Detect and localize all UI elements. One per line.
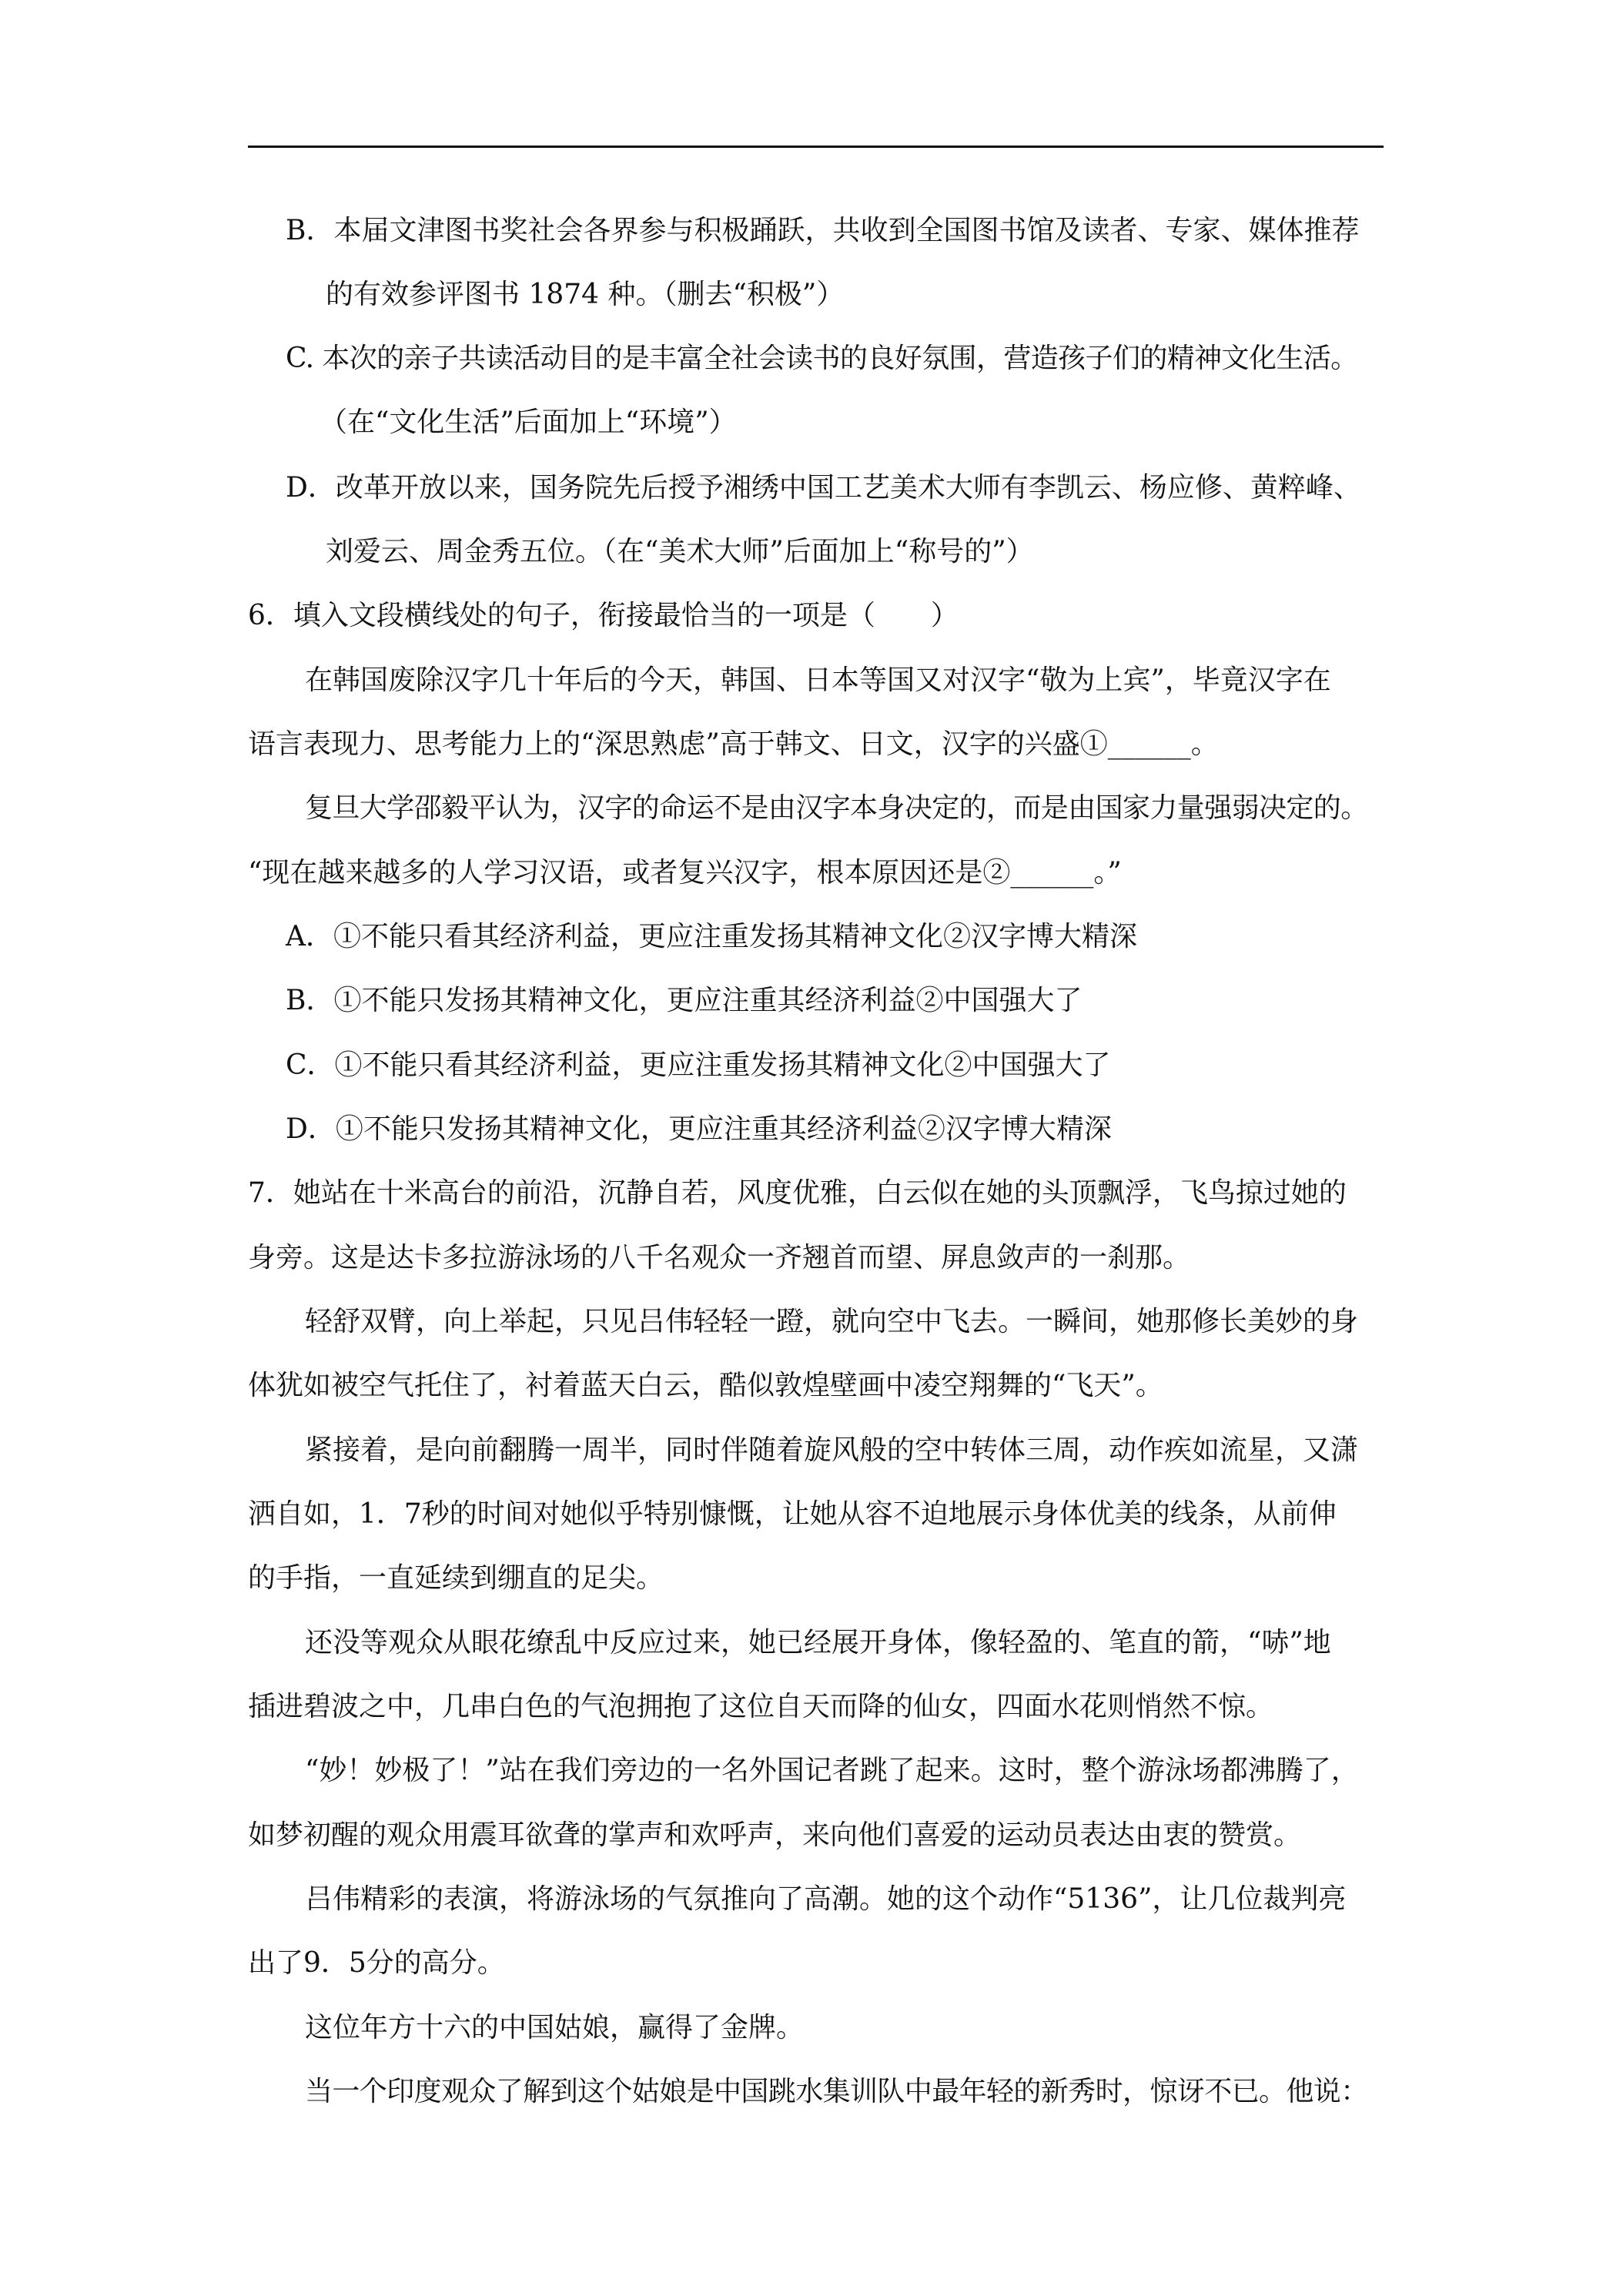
q7-p7-line1: 这位年方十六的中国姑娘，赢得了金牌。 [305, 2012, 805, 2043]
q6-passage-p2-line2: “现在越来越多的人学习汉语，或者复兴汉字，根本原因还是②______。” [248, 857, 1122, 889]
q6-option-a: A．①不能只看其经济利益，更应注重发扬其精神文化②汉字博大精深 [286, 921, 1137, 952]
q6-option-c: C．①不能只看其经济利益，更应注重发扬其精神文化②中国强大了 [286, 1049, 1111, 1081]
q5-option-d-line2: 刘爱云、周金秀五位。（在“美术大师”后面加上“称号的”） [326, 536, 1034, 567]
q7-p3-line2: 洒自如，1．7秒的时间对她似乎特别慷慨，让她从容不迫地展示身体优美的线条，从前伸 [248, 1498, 1337, 1530]
q7-p4-line2: 插进碧波之中，几串白色的气泡拥抱了这位自天而降的仙女，四面水花则悄然不惊。 [248, 1691, 1274, 1722]
q5-option-d-line1: D．改革开放以来，国务院先后授予湘绣中国工艺美术大师有李凯云、杨应修、黄粹峰、 [286, 472, 1361, 504]
q5-option-b-line1: B．本届文津图书奖社会各界参与积极踊跃，共收到全国图书馆及读者、专家、媒体推荐 [286, 215, 1360, 246]
q6-option-d: D．①不能只发扬其精神文化，更应注重其经济利益②汉字博大精深 [286, 1113, 1112, 1145]
header-rule [248, 146, 1384, 148]
q5-option-c-line1: C. 本次的亲子共读活动目的是丰富全社会读书的良好氛围，营造孩子们的精神文化生活。 [286, 343, 1358, 374]
q7-p1-line2: 身旁。这是达卡多拉游泳场的八千名观众一齐翘首而望、屏息敛声的一刹那。 [248, 1242, 1191, 1274]
q6-passage-p2-line1: 复旦大学邵毅平认为，汉字的命运不是由汉字本身决定的，而是由国家力量强弱决定的。 [305, 792, 1368, 824]
q7-p4-line1: 还没等观众从眼花缭乱中反应过来，她已经展开身体，像轻盈的、笔直的箭，“哧”地 [305, 1627, 1331, 1658]
q6-stem: 6．填入文段横线处的句子，衔接最恰当的一项是（ ） [248, 600, 959, 631]
q7-p5-line1: “妙！妙极了！”站在我们旁边的一名外国记者跳了起来。这时，整个游泳场都沸腾了， [305, 1755, 1359, 1786]
q7-p8-line1: 当一个印度观众了解到这个姑娘是中国跳水集训队中最年轻的新秀时，惊讶不已。他说： [305, 2076, 1368, 2107]
q5-option-b-line2: 的有效参评图书 1874 种。（删去“积极”） [326, 279, 845, 310]
q7-p2-line2: 体犹如被空气托住了，衬着蓝天白云，酷似敦煌壁画中凌空翔舞的“飞天”。 [248, 1370, 1163, 1401]
q7-p6-line1: 吕伟精彩的表演，将游泳场的气氛推向了高潮。她的这个动作“5136”，让几位裁判亮 [305, 1883, 1347, 1915]
q7-p2-line1: 轻舒双臂，向上举起，只见吕伟轻轻一蹬，就向空中飞去。一瞬间，她那修长美妙的身 [305, 1306, 1359, 1337]
q6-passage-p1-line2: 语言表现力、思考能力上的“深思熟虑”高于韩文、日文，汉字的兴盛①______。 [248, 728, 1219, 760]
q7-p3-line3: 的手指，一直延续到绷直的足尖。 [248, 1562, 664, 1594]
q7-p3-line1: 紧接着，是向前翻腾一周半，同时伴随着旋风般的空中转体三周，动作疾如流星，又潇 [305, 1434, 1359, 1466]
q6-passage-p1-line1: 在韩国废除汉字几十年后的今天，韩国、日本等国又对汉字“敬为上宾”，毕竟汉字在 [305, 664, 1331, 696]
q6-option-b: B．①不能只发扬其精神文化，更应注重其经济利益②中国强大了 [286, 985, 1083, 1016]
q5-option-c-line2: （在“文化生活”后面加上“环境”） [320, 407, 737, 438]
q7-p5-line2: 如梦初醒的观众用震耳欲聋的掌声和欢呼声，来向他们喜爱的运动员表达由衷的赞赏。 [248, 1819, 1302, 1851]
q7-p6-line2: 出了9．5分的高分。 [248, 1947, 505, 1979]
q7-p1-line1: 7．她站在十米高台的前沿，沉静自若，风度优雅，白云似在她的头顶飘浮，飞鸟掠过她的 [248, 1177, 1347, 1209]
